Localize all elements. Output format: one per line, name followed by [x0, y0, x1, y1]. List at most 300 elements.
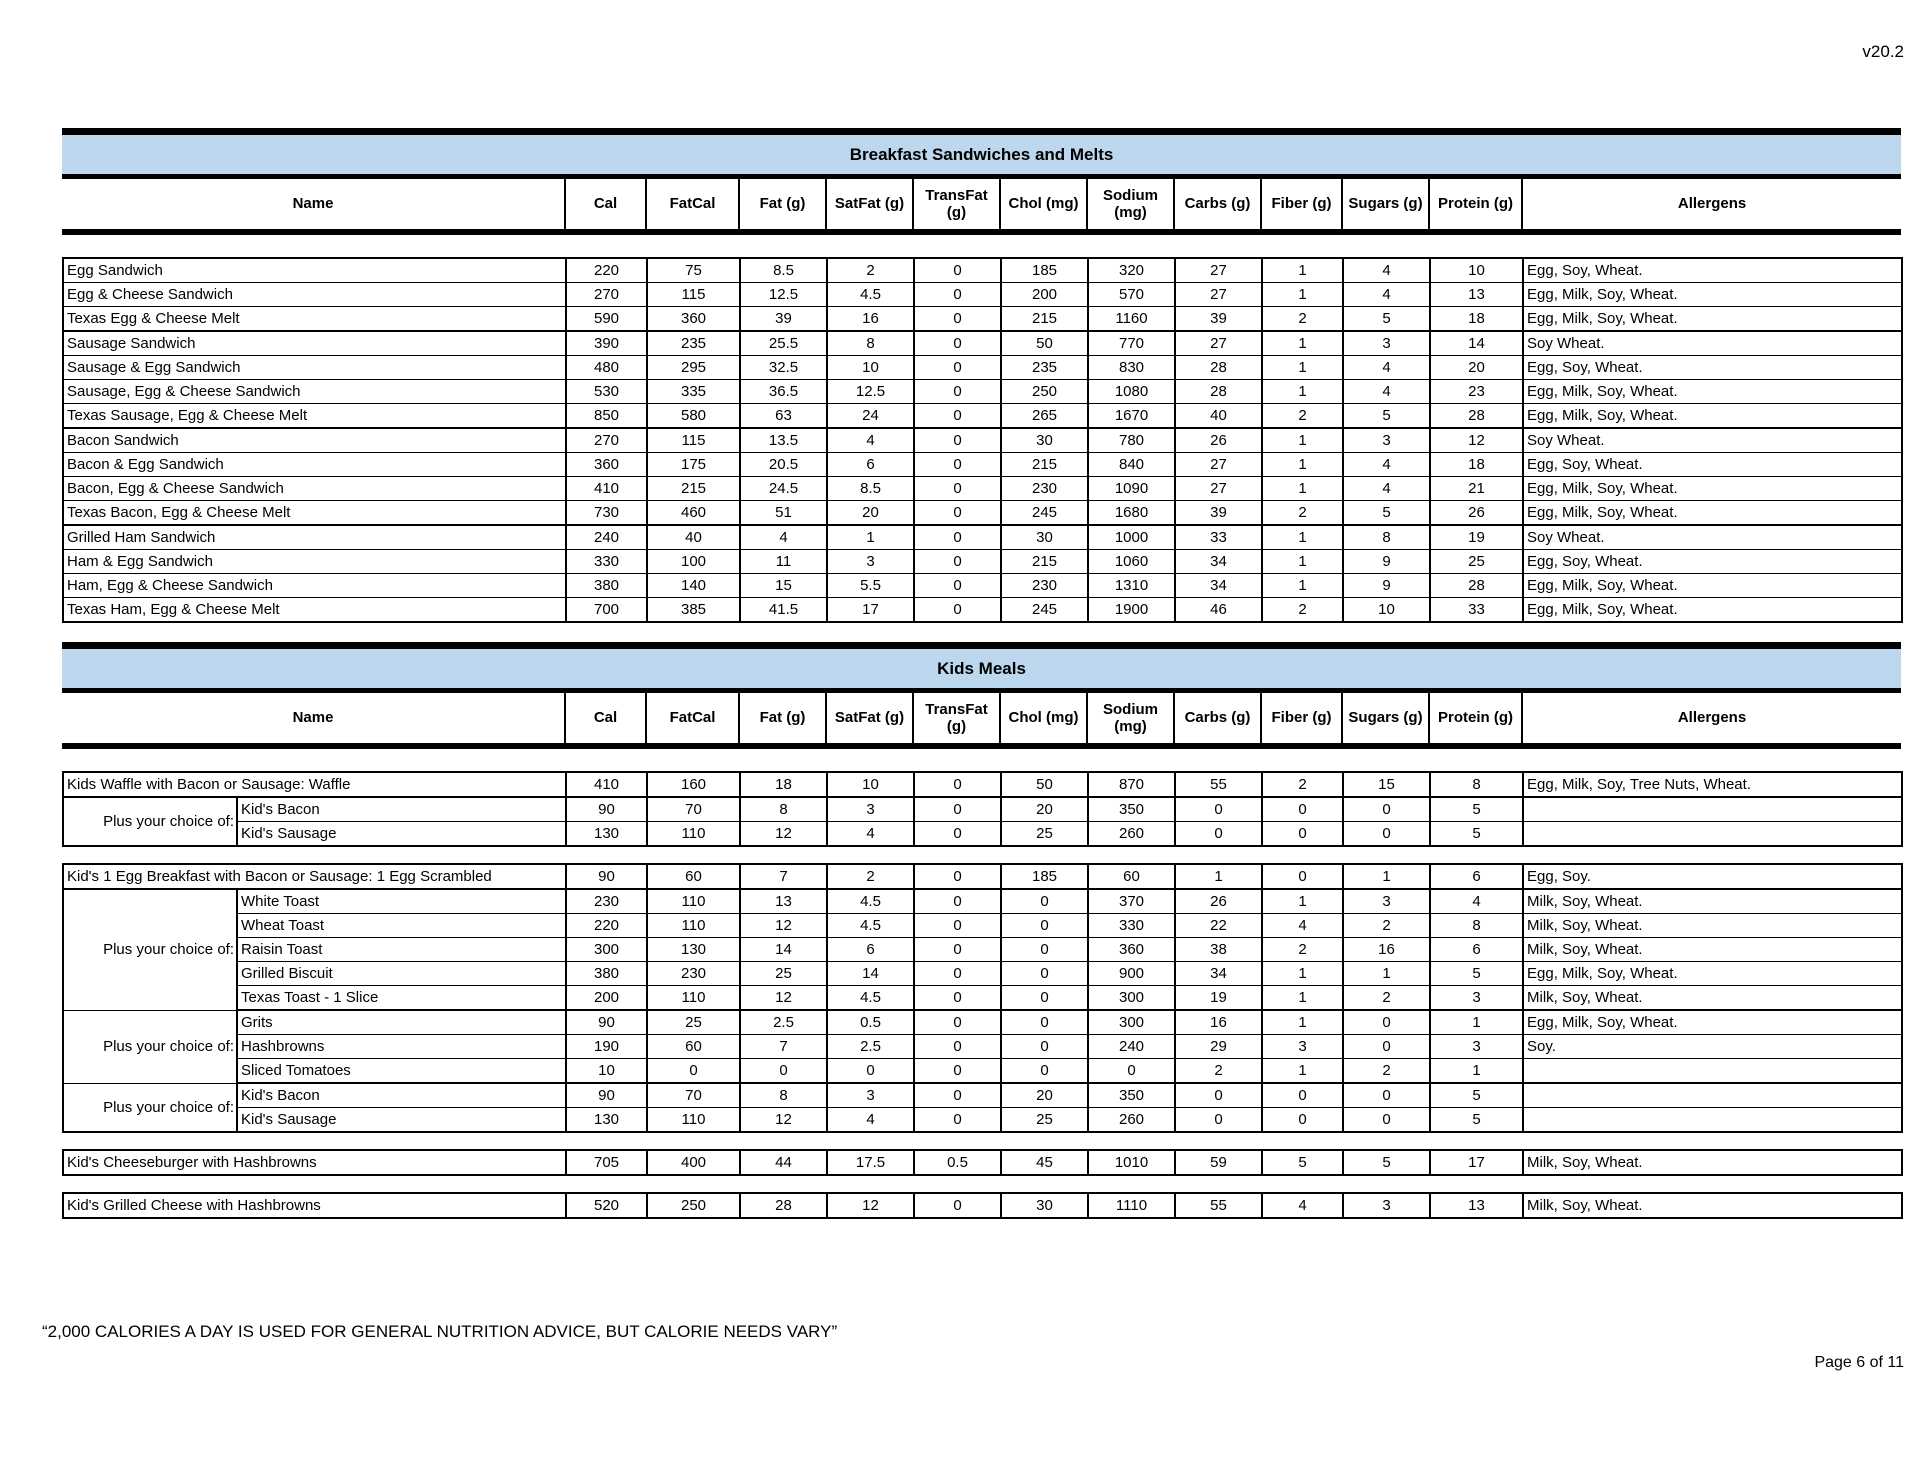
allergens-cell [1523, 1108, 1902, 1133]
value-cell: 0 [914, 331, 1001, 356]
value-cell: 140 [647, 574, 740, 598]
value-cell: 25 [1001, 822, 1088, 847]
value-cell: 260 [1088, 1108, 1175, 1133]
value-cell: 0 [914, 283, 1001, 307]
value-cell: 0 [1262, 822, 1343, 847]
value-cell: 230 [1001, 574, 1088, 598]
item-name-cell: Ham, Egg & Cheese Sandwich [63, 574, 566, 598]
value-cell: 60 [1088, 864, 1175, 889]
value-cell: 300 [1088, 1010, 1175, 1035]
item-name-cell: Grilled Ham Sandwich [63, 525, 566, 550]
item-name-cell: Sausage Sandwich [63, 331, 566, 356]
table-row [63, 1010, 1902, 1035]
column-header-protein-g: Protein (g) [1429, 177, 1522, 233]
value-cell: 7 [740, 1035, 827, 1059]
value-cell: 260 [1088, 822, 1175, 847]
value-cell: 30 [1001, 525, 1088, 550]
value-cell: 16 [1343, 938, 1430, 962]
value-cell: 0 [1001, 962, 1088, 986]
value-cell: 770 [1088, 331, 1175, 356]
value-cell: 0 [914, 525, 1001, 550]
value-cell: 63 [740, 404, 827, 429]
value-cell: 4 [1343, 283, 1430, 307]
value-cell: 215 [647, 477, 740, 501]
value-cell: 0 [914, 962, 1001, 986]
column-header-fiber-g: Fiber (g) [1261, 177, 1342, 233]
section-header-table [62, 642, 1901, 749]
value-cell: 3 [1430, 986, 1523, 1011]
value-cell: 0 [914, 501, 1001, 526]
value-cell: 335 [647, 380, 740, 404]
column-header-chol-mg: Chol (mg) [1000, 691, 1087, 747]
table-row [63, 550, 1902, 574]
value-cell: 6 [1430, 864, 1523, 889]
value-cell: 9 [1343, 550, 1430, 574]
data-table [62, 771, 1903, 847]
value-cell: 1 [1262, 477, 1343, 501]
value-cell: 320 [1088, 258, 1175, 283]
value-cell: 0 [1262, 797, 1343, 822]
allergens-cell: Egg, Milk, Soy, Wheat. [1523, 574, 1902, 598]
value-cell: 240 [566, 525, 647, 550]
value-cell: 900 [1088, 962, 1175, 986]
item-name-cell: Bacon & Egg Sandwich [63, 453, 566, 477]
value-cell: 8 [1430, 914, 1523, 938]
allergens-cell: Egg, Soy, Wheat. [1523, 356, 1902, 380]
value-cell: 115 [647, 283, 740, 307]
table-row [63, 797, 1902, 822]
value-cell: 11 [740, 550, 827, 574]
value-cell: 840 [1088, 453, 1175, 477]
value-cell: 5.5 [827, 574, 914, 598]
value-cell: 1 [1430, 1010, 1523, 1035]
value-cell: 1 [1343, 864, 1430, 889]
value-cell: 350 [1088, 797, 1175, 822]
value-cell: 18 [740, 772, 827, 797]
value-cell: 100 [647, 550, 740, 574]
value-cell: 0 [914, 550, 1001, 574]
column-header-allergens: Allergens [1522, 177, 1901, 233]
value-cell: 1000 [1088, 525, 1175, 550]
value-cell: 130 [566, 1108, 647, 1133]
value-cell: 20 [1001, 797, 1088, 822]
value-cell: 2 [1262, 772, 1343, 797]
value-cell: 18 [1430, 307, 1523, 332]
value-cell: 34 [1175, 550, 1262, 574]
item-name-cell: Grits [237, 1010, 566, 1035]
allergens-cell: Egg, Milk, Soy, Wheat. [1523, 598, 1902, 623]
value-cell: 1080 [1088, 380, 1175, 404]
value-cell: 0 [914, 258, 1001, 283]
value-cell: 8 [740, 797, 827, 822]
table-row [63, 914, 1902, 938]
item-name-cell: Ham & Egg Sandwich [63, 550, 566, 574]
value-cell: 27 [1175, 331, 1262, 356]
table-row [63, 962, 1902, 986]
value-cell: 17 [1430, 1150, 1523, 1175]
value-cell: 160 [647, 772, 740, 797]
value-cell: 0 [740, 1059, 827, 1084]
value-cell: 215 [1001, 550, 1088, 574]
column-header-allergens: Allergens [1522, 691, 1901, 747]
table-row [63, 1035, 1902, 1059]
value-cell: 27 [1175, 283, 1262, 307]
value-cell: 6 [1430, 938, 1523, 962]
column-header-carbs-g: Carbs (g) [1174, 691, 1261, 747]
allergens-cell: Soy Wheat. [1523, 525, 1902, 550]
value-cell: 55 [1175, 1193, 1262, 1218]
item-name-cell: Hashbrowns [237, 1035, 566, 1059]
allergens-cell: Egg, Milk, Soy, Wheat. [1523, 1010, 1902, 1035]
value-cell: 5 [1430, 1108, 1523, 1133]
value-cell: 23 [1430, 380, 1523, 404]
value-cell: 330 [1088, 914, 1175, 938]
value-cell: 870 [1088, 772, 1175, 797]
table-row [63, 525, 1902, 550]
value-cell: 2 [1343, 914, 1430, 938]
value-cell: 39 [740, 307, 827, 332]
column-header-carbs-g: Carbs (g) [1174, 177, 1261, 233]
value-cell: 0 [1088, 1059, 1175, 1084]
allergens-cell: Egg, Milk, Soy, Wheat. [1523, 501, 1902, 526]
choice-label-cell: Plus your choice of: [63, 797, 237, 846]
value-cell: 530 [566, 380, 647, 404]
value-cell: 0 [914, 1193, 1001, 1218]
value-cell: 25.5 [740, 331, 827, 356]
value-cell: 110 [647, 822, 740, 847]
value-cell: 1 [1262, 283, 1343, 307]
data-table [62, 863, 1903, 1133]
value-cell: 0 [914, 404, 1001, 429]
value-cell: 1090 [1088, 477, 1175, 501]
value-cell: 5 [1430, 1083, 1523, 1108]
value-cell: 26 [1175, 428, 1262, 453]
item-name-cell: Bacon Sandwich [63, 428, 566, 453]
value-cell: 250 [1001, 380, 1088, 404]
value-cell: 3 [827, 550, 914, 574]
value-cell: 0 [914, 453, 1001, 477]
value-cell: 400 [647, 1150, 740, 1175]
column-header-sugars-g: Sugars (g) [1342, 177, 1429, 233]
value-cell: 580 [647, 404, 740, 429]
column-header-transfat-g: TransFat (g) [913, 177, 1000, 233]
value-cell: 25 [1430, 550, 1523, 574]
value-cell: 5 [1430, 962, 1523, 986]
value-cell: 2 [1175, 1059, 1262, 1084]
column-header-fatcal: FatCal [646, 691, 739, 747]
item-name-cell: Kid's Bacon [237, 797, 566, 822]
value-cell: 4 [827, 822, 914, 847]
value-cell: 4.5 [827, 283, 914, 307]
value-cell: 1 [1262, 986, 1343, 1011]
value-cell: 1 [1262, 453, 1343, 477]
value-cell: 8 [1343, 525, 1430, 550]
value-cell: 0 [914, 477, 1001, 501]
item-name-cell: Kid's Grilled Cheese with Hashbrowns [63, 1193, 566, 1218]
table-row [63, 428, 1902, 453]
value-cell: 20 [1430, 356, 1523, 380]
value-cell: 5 [1343, 501, 1430, 526]
value-cell: 0 [914, 864, 1001, 889]
value-cell: 3 [1343, 331, 1430, 356]
value-cell: 0.5 [914, 1150, 1001, 1175]
value-cell: 0 [1175, 797, 1262, 822]
value-cell: 2 [1262, 938, 1343, 962]
value-cell: 0 [1343, 1108, 1430, 1133]
value-cell: 4 [1262, 914, 1343, 938]
value-cell: 8.5 [740, 258, 827, 283]
allergens-cell: Egg, Milk, Soy, Wheat. [1523, 477, 1902, 501]
value-cell: 110 [647, 889, 740, 914]
column-header-name: Name [292, 709, 334, 727]
table-row [63, 1083, 1902, 1108]
value-cell: 0 [914, 380, 1001, 404]
value-cell: 1110 [1088, 1193, 1175, 1218]
allergens-cell: Egg, Milk, Soy, Wheat. [1523, 380, 1902, 404]
value-cell: 1 [1262, 550, 1343, 574]
value-cell: 220 [566, 914, 647, 938]
value-cell: 0 [914, 1035, 1001, 1059]
value-cell: 2 [1262, 598, 1343, 623]
value-cell: 0 [1001, 1010, 1088, 1035]
value-cell: 12 [740, 986, 827, 1011]
value-cell: 12 [740, 914, 827, 938]
allergens-cell: Milk, Soy, Wheat. [1523, 1150, 1902, 1175]
item-name-cell: Kid's Sausage [237, 1108, 566, 1133]
value-cell: 4 [1343, 477, 1430, 501]
value-cell: 4 [1343, 258, 1430, 283]
value-cell: 50 [1001, 772, 1088, 797]
value-cell: 330 [566, 550, 647, 574]
value-cell: 70 [647, 797, 740, 822]
value-cell: 1 [1343, 962, 1430, 986]
value-cell: 360 [647, 307, 740, 332]
table-row [63, 331, 1902, 356]
value-cell: 235 [647, 331, 740, 356]
table-row [63, 258, 1902, 283]
value-cell: 235 [1001, 356, 1088, 380]
value-cell: 51 [740, 501, 827, 526]
value-cell: 0 [1343, 822, 1430, 847]
section-header-table [62, 128, 1901, 235]
value-cell: 360 [566, 453, 647, 477]
value-cell: 1900 [1088, 598, 1175, 623]
value-cell: 300 [1088, 986, 1175, 1011]
column-header-transfat-g: TransFat (g) [913, 691, 1000, 747]
value-cell: 190 [566, 1035, 647, 1059]
table-row [63, 307, 1902, 332]
value-cell: 6 [827, 453, 914, 477]
value-cell: 1010 [1088, 1150, 1175, 1175]
value-cell: 0 [914, 986, 1001, 1011]
value-cell: 0 [914, 1059, 1001, 1084]
value-cell: 90 [566, 1010, 647, 1035]
value-cell: 1680 [1088, 501, 1175, 526]
value-cell: 0 [914, 428, 1001, 453]
value-cell: 250 [647, 1193, 740, 1218]
value-cell: 8 [827, 331, 914, 356]
value-cell: 4 [1343, 380, 1430, 404]
value-cell: 4 [1343, 453, 1430, 477]
value-cell: 60 [647, 1035, 740, 1059]
value-cell: 3 [1343, 1193, 1430, 1218]
value-cell: 230 [1001, 477, 1088, 501]
value-cell: 350 [1088, 1083, 1175, 1108]
choice-label-cell: Plus your choice of: [63, 1010, 237, 1083]
table-row [63, 1150, 1902, 1175]
value-cell: 0 [1001, 914, 1088, 938]
value-cell: 590 [566, 307, 647, 332]
value-cell: 360 [1088, 938, 1175, 962]
value-cell: 7 [740, 864, 827, 889]
value-cell: 390 [566, 331, 647, 356]
value-cell: 0 [914, 1083, 1001, 1108]
value-cell: 0 [1343, 1083, 1430, 1108]
value-cell: 230 [566, 889, 647, 914]
value-cell: 3 [827, 1083, 914, 1108]
table-row [63, 598, 1902, 623]
value-cell: 26 [1430, 501, 1523, 526]
column-header-satfat-g: SatFat (g) [826, 691, 913, 747]
table-row [63, 1059, 1902, 1084]
value-cell: 2.5 [827, 1035, 914, 1059]
value-cell: 0 [914, 889, 1001, 914]
value-cell: 4.5 [827, 889, 914, 914]
value-cell: 0 [1343, 1035, 1430, 1059]
value-cell: 0 [1001, 1059, 1088, 1084]
column-header-cal: Cal [565, 691, 646, 747]
value-cell: 370 [1088, 889, 1175, 914]
table-row [63, 889, 1902, 914]
value-cell: 40 [1175, 404, 1262, 429]
allergens-cell: Milk, Soy, Wheat. [1523, 889, 1902, 914]
value-cell: 0 [1001, 986, 1088, 1011]
section-title: Breakfast Sandwiches and Melts [62, 132, 1901, 177]
value-cell: 10 [1430, 258, 1523, 283]
value-cell: 200 [1001, 283, 1088, 307]
value-cell: 1 [1262, 1010, 1343, 1035]
value-cell: 28 [1430, 404, 1523, 429]
value-cell: 40 [647, 525, 740, 550]
section-title: Kids Meals [62, 646, 1901, 691]
data-table [62, 1192, 1903, 1219]
table-row [63, 380, 1902, 404]
item-name-cell: Texas Toast - 1 Slice [237, 986, 566, 1011]
value-cell: 0 [1001, 1035, 1088, 1059]
section-breakfast-sandwiches-and-melts [62, 128, 1901, 623]
value-cell: 18 [1430, 453, 1523, 477]
allergens-cell: Egg, Soy, Wheat. [1523, 258, 1902, 283]
value-cell: 700 [566, 598, 647, 623]
value-cell: 28 [1175, 380, 1262, 404]
value-cell: 90 [566, 1083, 647, 1108]
value-cell: 4.5 [827, 986, 914, 1011]
allergens-cell: Egg, Milk, Soy, Wheat. [1523, 404, 1902, 429]
item-name-cell: Sausage & Egg Sandwich [63, 356, 566, 380]
value-cell: 385 [647, 598, 740, 623]
value-cell: 28 [740, 1193, 827, 1218]
value-cell: 4 [1343, 356, 1430, 380]
value-cell: 2 [1262, 501, 1343, 526]
value-cell: 13 [740, 889, 827, 914]
value-cell: 30 [1001, 428, 1088, 453]
column-header-sodium-mg: Sodium (mg) [1087, 691, 1174, 747]
allergens-cell: Egg, Milk, Soy, Wheat. [1523, 283, 1902, 307]
value-cell: 130 [566, 822, 647, 847]
value-cell: 13 [1430, 1193, 1523, 1218]
value-cell: 4.5 [827, 914, 914, 938]
value-cell: 1 [1262, 258, 1343, 283]
value-cell: 24.5 [740, 477, 827, 501]
table-row [63, 986, 1902, 1011]
value-cell: 16 [1175, 1010, 1262, 1035]
column-header-sodium-mg: Sodium (mg) [1087, 177, 1174, 233]
item-name-cell: Texas Sausage, Egg & Cheese Melt [63, 404, 566, 429]
value-cell: 33 [1430, 598, 1523, 623]
value-cell: 20 [827, 501, 914, 526]
item-name-cell: Kids Waffle with Bacon or Sausage: Waffle [63, 772, 566, 797]
value-cell: 30 [1001, 1193, 1088, 1218]
value-cell: 220 [566, 258, 647, 283]
value-cell: 1 [1262, 331, 1343, 356]
value-cell: 1 [1262, 356, 1343, 380]
value-cell: 90 [566, 864, 647, 889]
value-cell: 19 [1430, 525, 1523, 550]
value-cell: 0 [1343, 1010, 1430, 1035]
value-cell: 110 [647, 986, 740, 1011]
item-name-cell: Texas Bacon, Egg & Cheese Melt [63, 501, 566, 526]
value-cell: 4 [827, 428, 914, 453]
value-cell: 300 [566, 938, 647, 962]
footer-disclaimer: “2,000 CALORIES A DAY IS USED FOR GENERAL NUTRITION ADVICE, BUT CALORIE NEEDS VARY” [42, 1322, 838, 1341]
value-cell: 38 [1175, 938, 1262, 962]
value-cell: 215 [1001, 307, 1088, 332]
value-cell: 410 [566, 477, 647, 501]
value-cell: 0.5 [827, 1010, 914, 1035]
value-cell: 1 [1262, 428, 1343, 453]
value-cell: 10 [827, 772, 914, 797]
value-cell: 2 [1262, 307, 1343, 332]
value-cell: 0 [914, 797, 1001, 822]
value-cell: 0 [1262, 1083, 1343, 1108]
value-cell: 12 [740, 1108, 827, 1133]
value-cell: 15 [1343, 772, 1430, 797]
value-cell: 25 [740, 962, 827, 986]
allergens-cell: Milk, Soy, Wheat. [1523, 1193, 1902, 1218]
item-name-cell: Texas Egg & Cheese Melt [63, 307, 566, 332]
value-cell: 5 [1430, 797, 1523, 822]
value-cell: 60 [647, 864, 740, 889]
table-row [63, 501, 1902, 526]
value-cell: 130 [647, 938, 740, 962]
value-cell: 12.5 [827, 380, 914, 404]
value-cell: 1 [1430, 1059, 1523, 1084]
value-cell: 0 [914, 1108, 1001, 1133]
value-cell: 3 [1262, 1035, 1343, 1059]
value-cell: 14 [740, 938, 827, 962]
value-cell: 19 [1175, 986, 1262, 1011]
table-row [63, 772, 1902, 797]
value-cell: 6 [827, 938, 914, 962]
value-cell: 1 [1262, 525, 1343, 550]
item-name-cell: Bacon, Egg & Cheese Sandwich [63, 477, 566, 501]
value-cell: 3 [1343, 428, 1430, 453]
value-cell: 380 [566, 962, 647, 986]
value-cell: 0 [1001, 889, 1088, 914]
value-cell: 16 [827, 307, 914, 332]
value-cell: 17.5 [827, 1150, 914, 1175]
value-cell: 3 [827, 797, 914, 822]
